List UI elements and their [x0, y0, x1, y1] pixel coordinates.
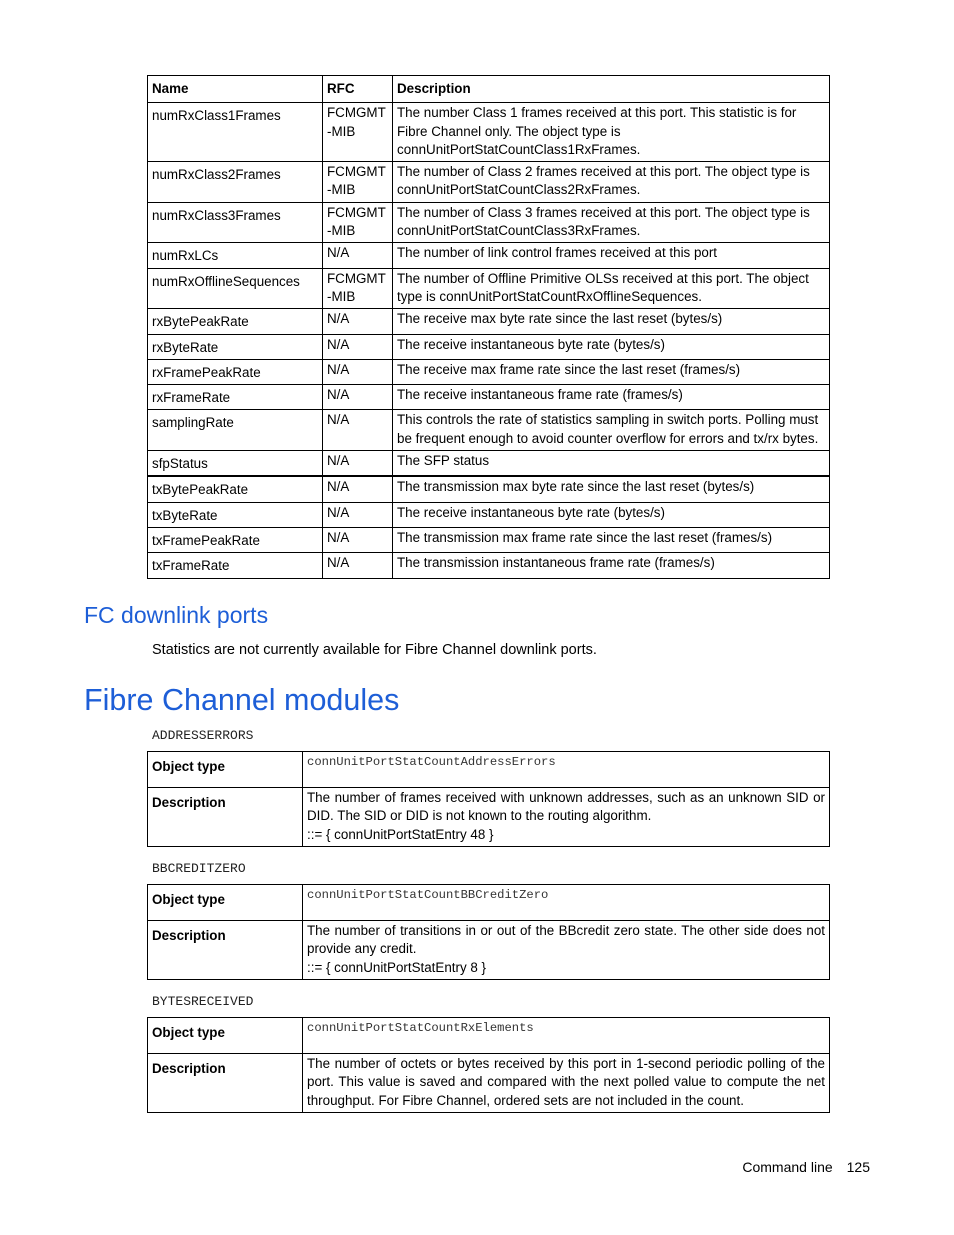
row-rfc-cell: N/A [323, 553, 393, 578]
fc-modules-heading: Fibre Channel modules [84, 683, 400, 717]
row-name-cell: txFrameRate [148, 553, 323, 578]
entry-reference: ::= { connUnitPortStatEntry 8 } [307, 959, 487, 975]
table-row [148, 502, 830, 527]
fc-downlink-heading: FC downlink ports [84, 602, 269, 628]
object-type-value: connUnitPortStatCountBBCreditZero [303, 885, 830, 921]
row-description-cell: The number of Offline Primitive OLSs received at this port. The object type is connUnitPortStatCountRxOfflineSequences. [393, 268, 830, 309]
page-footer [742, 1158, 870, 1176]
row-description-cell: The number of link control frames received at this port [393, 243, 830, 268]
table-row [148, 385, 830, 410]
table-row [148, 243, 830, 268]
row-rfc-cell: N/A [323, 243, 393, 268]
row-name-cell: txFramePeakRate [148, 527, 323, 552]
description-row [148, 788, 830, 847]
object-type-key: Object type [148, 1018, 303, 1054]
table-row [148, 451, 830, 477]
object-type-row [148, 885, 830, 921]
description-text: The number of frames received with unknown addresses, such as an unknown SID or DID. The SID or DID is not known to the routing algorithm. [307, 790, 825, 824]
row-name-cell: txByteRate [148, 502, 323, 527]
row-description-cell: The transmission instantaneous frame rate (frames/s) [393, 553, 830, 578]
description-text: The number of transitions in or out of the BBcredit zero state. The other side does not provide any credit. [307, 923, 825, 957]
row-description-cell: The receive max byte rate since the last reset (bytes/s) [393, 309, 830, 334]
table-row [148, 103, 830, 162]
table-row [148, 527, 830, 552]
row-name-cell: rxFrameRate [148, 385, 323, 410]
column-header-description: Description [393, 76, 830, 103]
stats-table [147, 75, 830, 579]
column-header-rfc: RFC [323, 76, 393, 103]
entry-label-bbcreditzero: BBCREDITZERO [152, 861, 246, 876]
description-value [303, 1054, 830, 1113]
row-description-cell: The receive instantaneous byte rate (bytes/s) [393, 334, 830, 359]
page-number: 125 [846, 1159, 870, 1175]
row-description-cell: The SFP status [393, 451, 830, 477]
entry-reference: ::= { connUnitPortStatEntry 48 } [307, 826, 494, 842]
description-text: The number of octets or bytes received by this port in 1-second periodic polling of the port. This value is saved and compared with the next polled value to compute the net throughput. For Fibre Channel, ordered sets are not included in the count. [307, 1056, 825, 1108]
row-rfc-cell: N/A [323, 502, 393, 527]
row-name-cell: numRxClass1Frames [148, 103, 323, 162]
footer-section-name: Command line [742, 1159, 833, 1175]
row-name-cell: numRxOfflineSequences [148, 268, 323, 309]
fc-downlink-text: Statistics are not currently available for Fibre Channel downlink ports. [152, 642, 597, 658]
table-row [148, 202, 830, 243]
row-description-cell: This controls the rate of statistics sampling in switch ports. Polling must be frequent enough to avoid counter overflow for errors and tx/rx bytes. [393, 410, 830, 451]
row-name-cell: numRxClass3Frames [148, 202, 323, 243]
object-type-value: connUnitPortStatCountAddressErrors [303, 752, 830, 788]
row-name-cell: sfpStatus [148, 451, 323, 477]
row-rfc-cell: N/A [323, 527, 393, 552]
table-row [148, 309, 830, 334]
object-table-bbcreditzero [147, 884, 830, 980]
row-rfc-cell: N/A [323, 385, 393, 410]
row-name-cell: rxByteRate [148, 334, 323, 359]
object-type-value: connUnitPortStatCountRxElements [303, 1018, 830, 1054]
description-key: Description [148, 1054, 303, 1113]
row-rfc-cell: FCMGMT -MIB [323, 202, 393, 243]
description-key: Description [148, 921, 303, 980]
description-row [148, 921, 830, 980]
table-row [148, 268, 830, 309]
row-rfc-cell: N/A [323, 334, 393, 359]
row-rfc-cell: FCMGMT -MIB [323, 103, 393, 162]
table-row [148, 334, 830, 359]
row-description-cell: The number of Class 3 frames received at this port. The object type is connUnitPortStatCountClass3RxFrames. [393, 202, 830, 243]
table-row [148, 553, 830, 578]
row-rfc-cell: N/A [323, 410, 393, 451]
row-description-cell: The number of Class 2 frames received at this port. The object type is connUnitPortStatCountClass2RxFrames. [393, 162, 830, 203]
row-name-cell: numRxClass2Frames [148, 162, 323, 203]
table-row [148, 359, 830, 384]
table-row [148, 476, 830, 502]
row-rfc-cell: FCMGMT -MIB [323, 268, 393, 309]
description-value [303, 921, 830, 980]
row-rfc-cell: N/A [323, 359, 393, 384]
object-type-key: Object type [148, 885, 303, 921]
row-name-cell: samplingRate [148, 410, 323, 451]
column-header-name: Name [148, 76, 323, 103]
row-description-cell: The transmission max byte rate since the last reset (bytes/s) [393, 476, 830, 502]
row-rfc-cell: N/A [323, 309, 393, 334]
table-row [148, 162, 830, 203]
row-description-cell: The number Class 1 frames received at this port. This statistic is for Fibre Channel only. The object type is connUnitPortStatCountClass1RxFrames. [393, 103, 830, 162]
object-table-addresserrors [147, 751, 830, 847]
description-value [303, 788, 830, 847]
object-type-row [148, 1018, 830, 1054]
row-name-cell: txBytePeakRate [148, 476, 323, 502]
description-key: Description [148, 788, 303, 847]
entry-label-addresserrors: ADDRESSERRORS [152, 728, 254, 743]
row-description-cell: The receive instantaneous byte rate (bytes/s) [393, 502, 830, 527]
stats-table-header-row [148, 76, 830, 103]
table-row [148, 410, 830, 451]
row-name-cell: rxFramePeakRate [148, 359, 323, 384]
row-name-cell: rxBytePeakRate [148, 309, 323, 334]
row-description-cell: The receive instantaneous frame rate (frames/s) [393, 385, 830, 410]
object-type-key: Object type [148, 752, 303, 788]
row-rfc-cell: N/A [323, 476, 393, 502]
row-description-cell: The receive max frame rate since the last reset (frames/s) [393, 359, 830, 384]
row-rfc-cell: FCMGMT -MIB [323, 162, 393, 203]
description-row [148, 1054, 830, 1113]
object-type-row [148, 752, 830, 788]
row-rfc-cell: N/A [323, 451, 393, 477]
row-description-cell: The transmission max frame rate since the last reset (frames/s) [393, 527, 830, 552]
row-name-cell: numRxLCs [148, 243, 323, 268]
object-table-bytesreceived [147, 1017, 830, 1113]
entry-label-bytesreceived: BYTESRECEIVED [152, 994, 254, 1009]
